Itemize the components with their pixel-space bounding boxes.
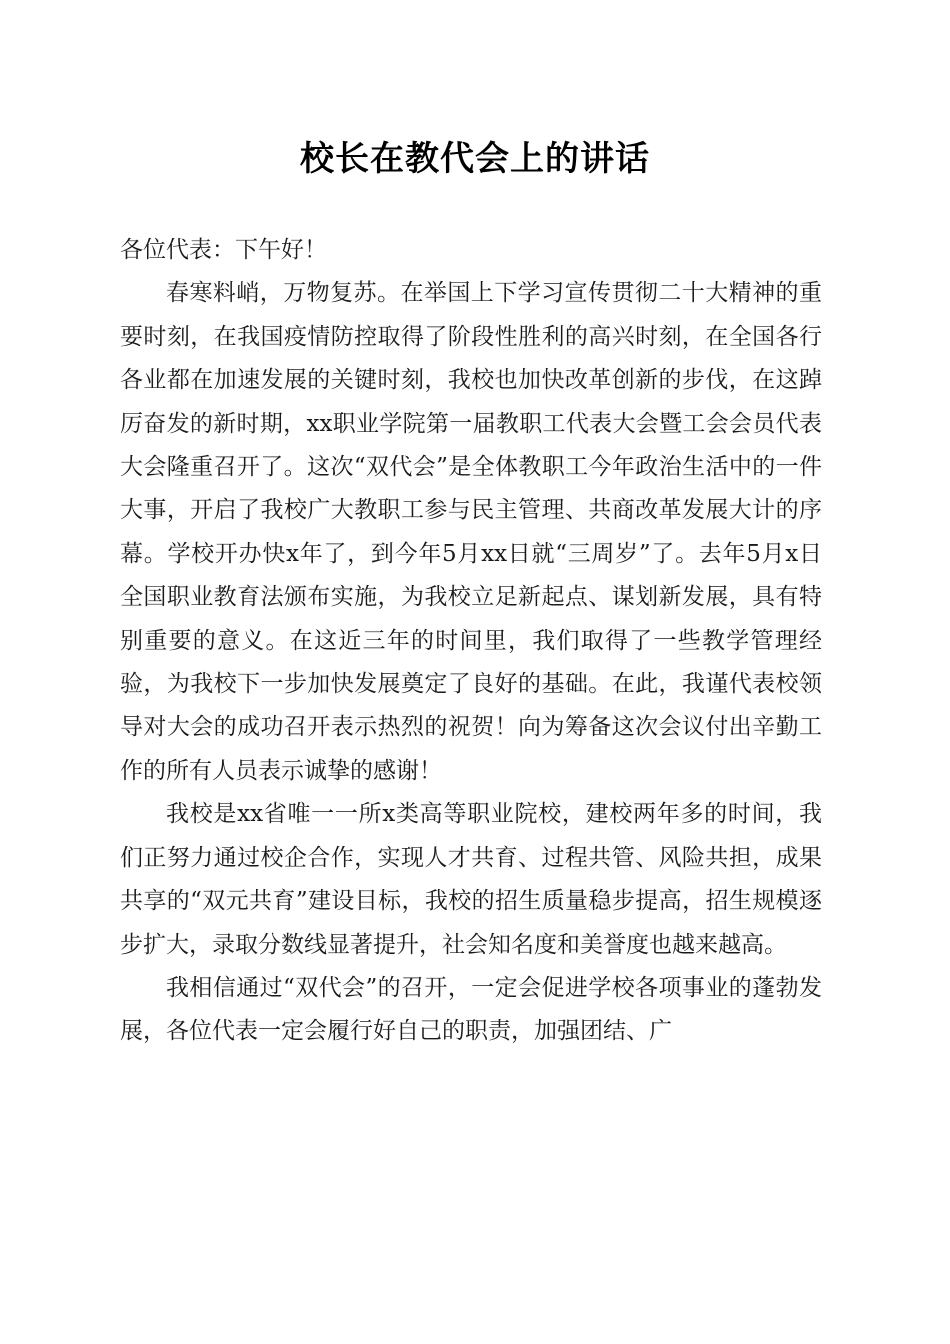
paragraph-1: 春寒料峭，万物复苏。在举国上下学习宣传贯彻二十大精神的重要时刻，在我国疫情防控取得了阶段性胜利的高兴时刻，在全国各行各业都在加速发展的关键时刻，我校也加快改革创新的步伐，在这踔厉奋发的新时期，xx职业学院第一届教职工代表大会暨工会会员代表大会隆重召开了。这次“双代会”是全体教职工今年政治生活中的一件大事，开启了我校广大教职工参与民主管理、共商改革发展大计的序幕。学校开办快x年了，到今年5月xx日就“三周岁”了。去年5月x日全国职业教育法颁布实施，为我校立足新起点、谋划新发展，具有特别重要的意义。在这近三年的时间里，我们取得了一些教学管理经验，为我校下一步加快发展奠定了良好的基础。在此，我谨代表校领导对大会的成功召开表示热烈的祝贺！向为筹备这次会议付出辛勤工作的所有人员表示诚挚的感谢！ bbox=[120, 280, 822, 784]
document-body bbox=[120, 229, 822, 1054]
paragraph-3: 我相信通过“双代会”的召开，一定会促进学校各项事业的蓬勃发展，各位代表一定会履行好自己的职责，加强团结、广 bbox=[120, 974, 822, 1045]
greeting-line: 各位代表：下午好！ bbox=[120, 237, 327, 263]
paragraph-2: 我校是xx省唯一一所x类高等职业院校，建校两年多的时间，我们正努力通过校企合作，实现人才共育、过程共管、风险共担，成果共享的“双元共育”建设目标，我校的招生质量稳步提高，招生规模逐步扩大，录取分数线显著提升，社会知名度和美誉度也越来越高。 bbox=[120, 801, 822, 958]
document-title: 校长在教代会上的讲话 bbox=[300, 139, 650, 179]
